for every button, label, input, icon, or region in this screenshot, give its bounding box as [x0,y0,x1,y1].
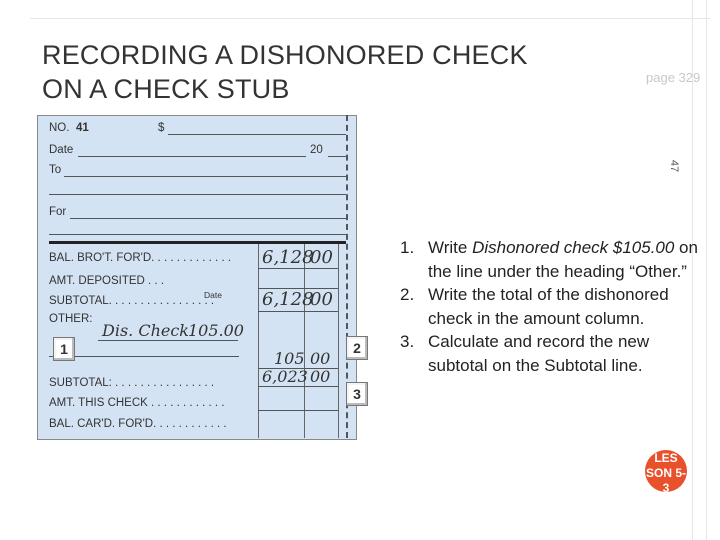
other-line-2 [49,356,239,357]
other-col-dollars: 105 [274,349,305,368]
other-line-1 [98,340,238,341]
bal-brot-dollars: 6,128 [262,247,314,268]
amt-deposited-label: AMT. DEPOSITED . . . [49,275,165,287]
to-line [64,176,346,177]
lesson-badge[interactable]: LES SON 5-3 [645,451,686,492]
subtotal2-cents: 00 [310,367,331,386]
ledger-top-rule [49,241,346,244]
subtotal2-dollars: 6,023 [262,367,308,386]
no-value: 41 [76,122,89,134]
row-line-3 [258,311,338,312]
cents-col-left [304,244,305,438]
instructions-list [400,236,700,377]
frame-line-top [30,18,710,19]
for-label: For [49,206,67,218]
other-label: OTHER: [49,313,93,325]
other-amount: 105.00 [188,321,244,340]
bal-brot-cents: 00 [310,247,333,268]
other-col-cents: 00 [310,349,331,368]
to-line-2 [49,194,346,195]
instruction-2-number: 2. [400,285,415,304]
row-line-6 [258,410,338,411]
amt-this-check-label: AMT. THIS CHECK . . . . . . . . . . . . [49,397,225,409]
page-reference: page 329 [646,70,701,85]
page-number: 47 [668,159,681,173]
title-line-1: RECORDING A DISHONORED CHECK [42,40,528,70]
date-line [78,156,306,157]
instruction-2 [400,283,700,330]
for-line [70,218,346,219]
slide-title [42,38,528,106]
bal-brot-label: BAL. BRO'T. FOR'D. . . . . . . . . . . . . [49,252,232,264]
to-label: To [49,164,62,176]
instruction-1-number: 1. [400,238,415,257]
dollars-col-left [258,244,259,438]
for-line-2 [49,234,346,235]
subtotal1-label: SUBTOTAL. . . . . . . . . . . . . . . . . [49,295,215,307]
title-line-2: ON A CHECK STUB [42,74,290,104]
frame-line-right [706,0,707,540]
instruction-3-text: Calculate and record the new subtotal on the Subtotal line. [428,332,650,375]
other-description: Dis. Check [102,321,189,340]
instruction-3 [400,330,700,377]
instruction-2-text: Write the total of the dishonored check in the amount column. [428,285,669,328]
year-line [328,156,346,157]
subtotal2-label: SUBTOTAL: . . . . . . . . . . . . . . . . [49,377,215,389]
row-line-1 [258,268,338,269]
amount-line [168,134,346,135]
subtotal1-cents: 00 [310,289,333,310]
instruction-1-prefix: Write [428,238,473,257]
date-small-label: Date [204,290,222,300]
instruction-1-italic: Dishonored check $105.00 [472,238,675,257]
callout-3: 3 [346,382,368,406]
no-label: NO. [49,122,70,134]
date-year: 20 [310,144,323,156]
check-stub [37,115,357,440]
subtotal1-dollars: 6,128 [262,289,314,310]
date-label: Date [49,144,74,156]
row-line-5 [258,386,338,387]
bal-card-label: BAL. CAR'D. FOR'D. . . . . . . . . . . . [49,418,227,430]
instruction-1-suffix: on the line under the heading “Other.” [428,238,698,281]
instruction-1 [400,236,700,283]
dollar-sign: $ [158,122,165,134]
instruction-3-number: 3. [400,332,415,351]
callout-1: 1 [53,337,75,361]
callout-2: 2 [346,336,368,360]
cents-col-right [338,244,339,438]
